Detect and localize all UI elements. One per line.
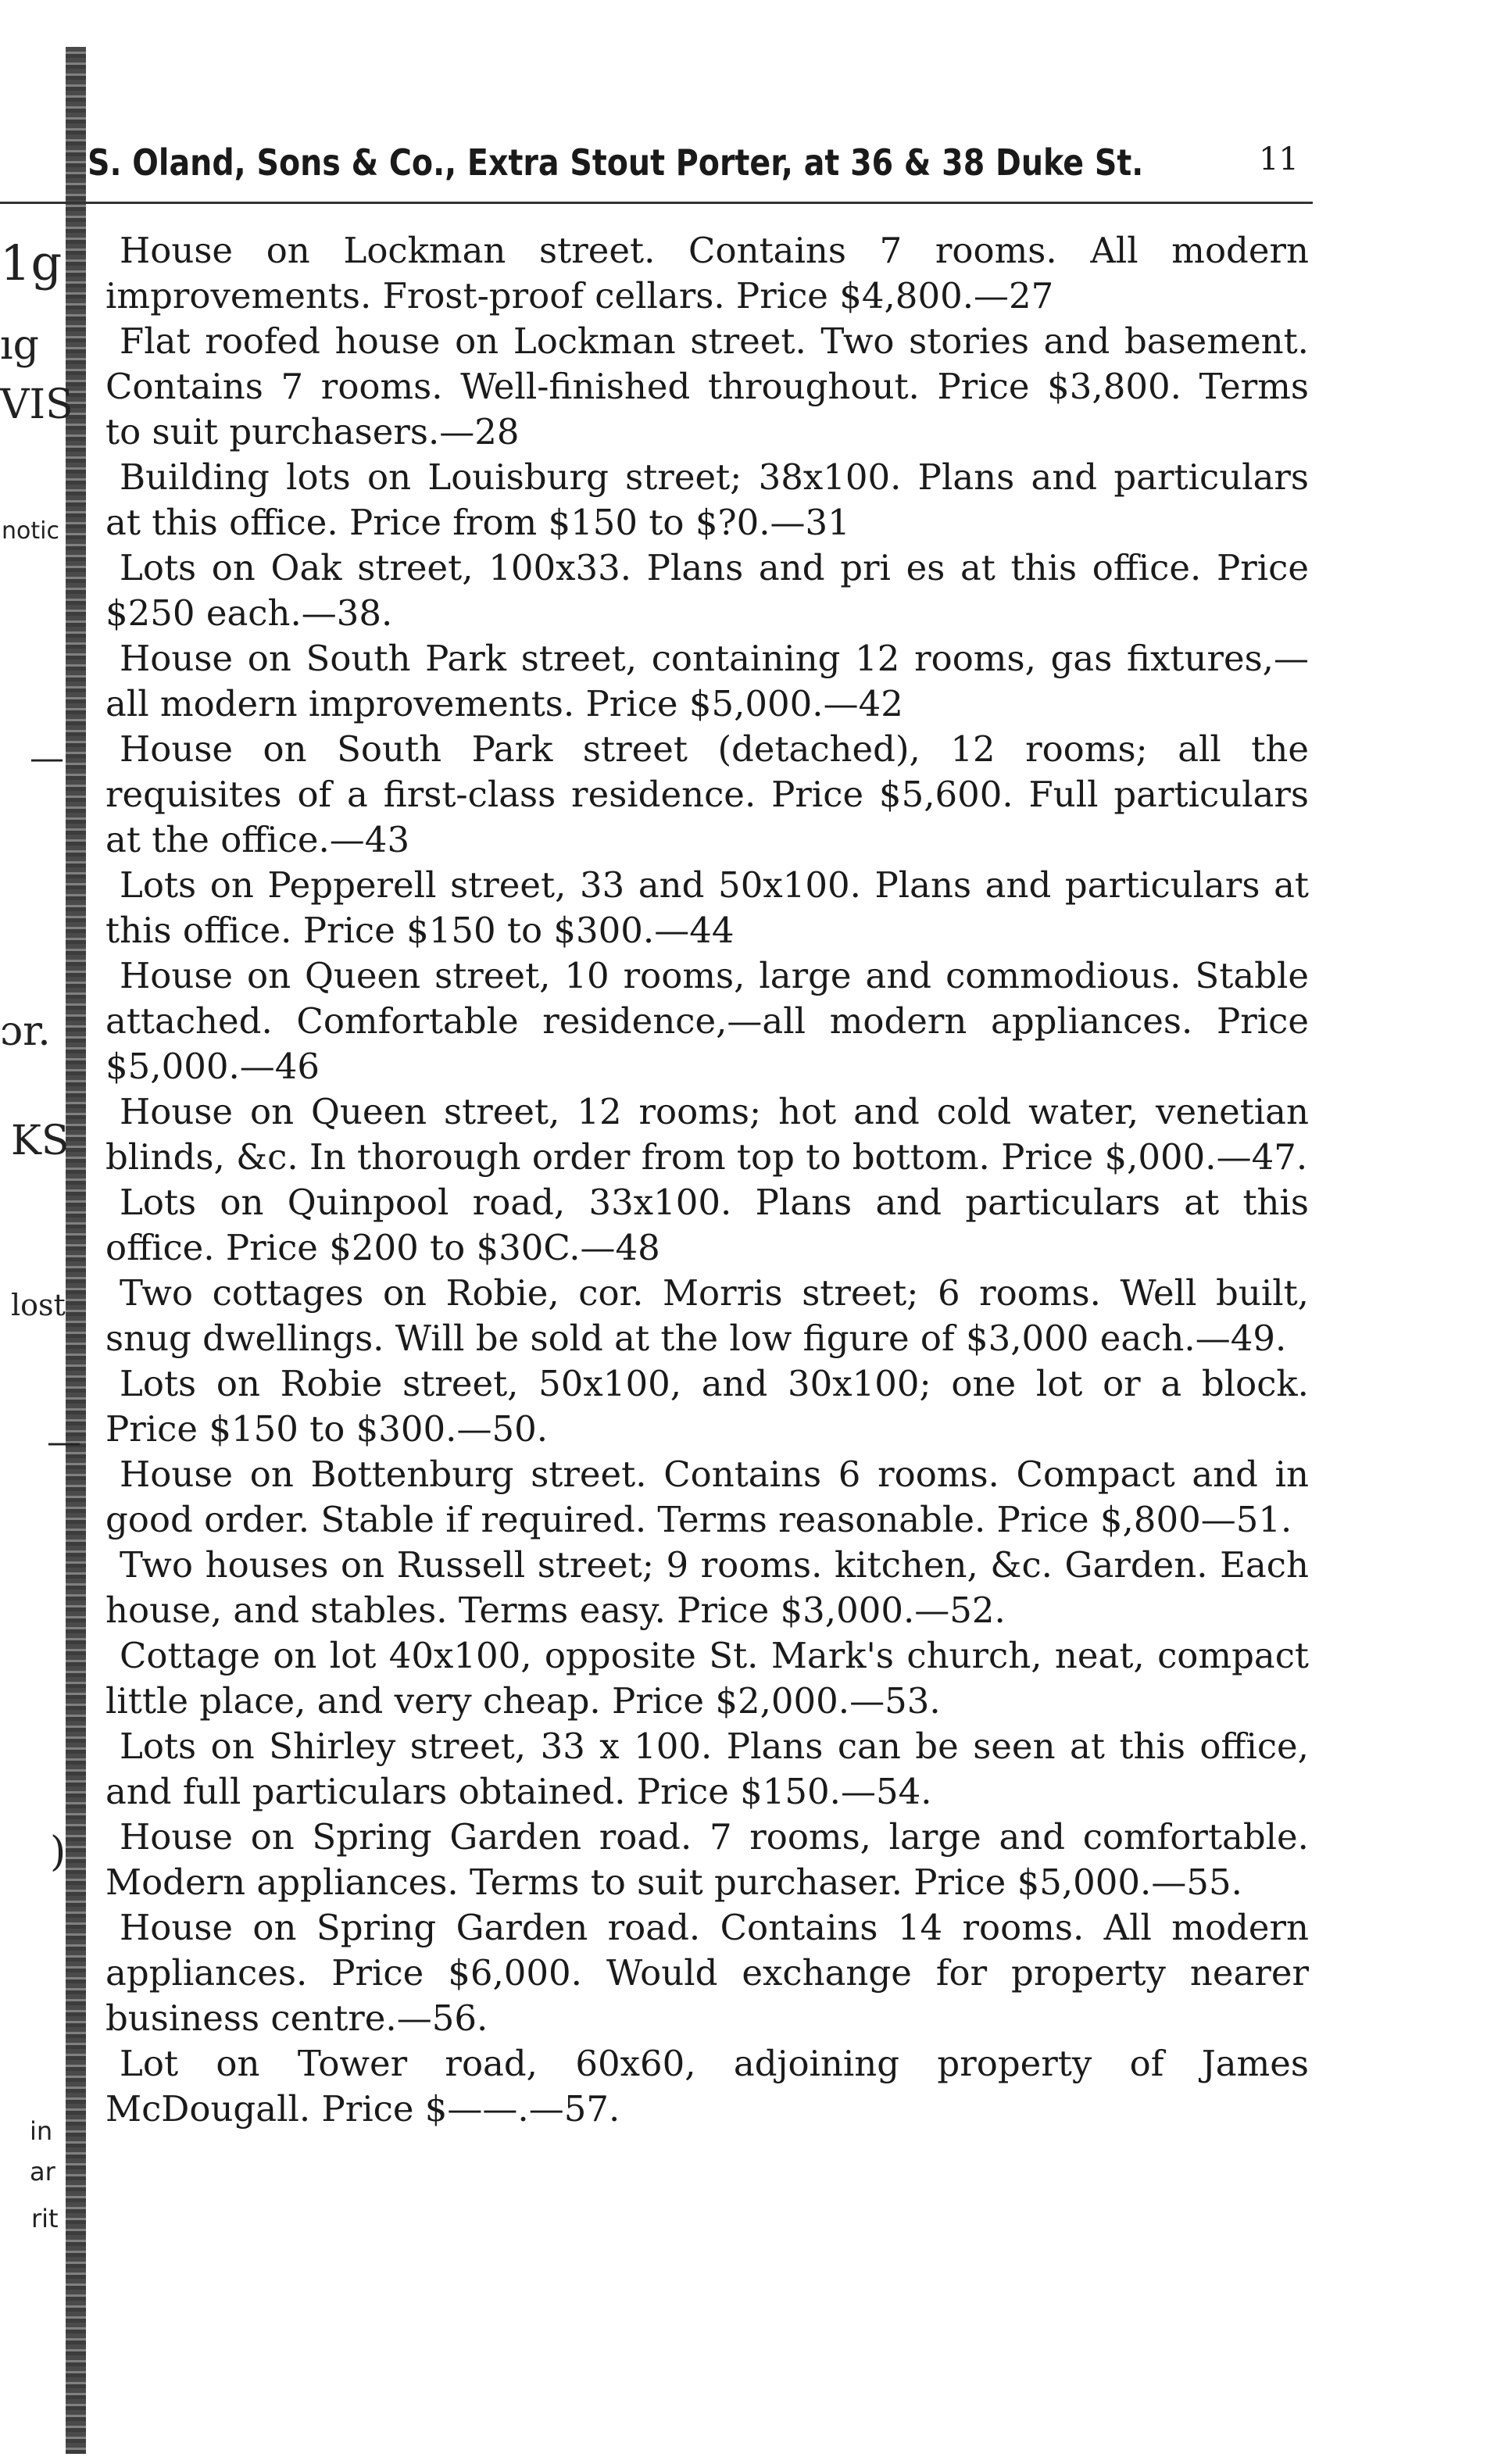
listing: House on Spring Garden road. 7 rooms, large and comfortable. Modern appliances. Terms to suit purchaser. Price $5,000.—55. bbox=[105, 1816, 1309, 1903]
listing: Lots on Pepperell street, 33 and 50x100. Plans and particulars at this office. Price $150 to $300.—44 bbox=[105, 864, 1309, 951]
listing: House on South Park street, containing 12 rooms, gas fixtures,—all modern improvements. Price $5,000.—42 bbox=[105, 638, 1309, 724]
margin-fragment: — bbox=[47, 1422, 81, 1462]
listing: Lots on Robie street, 50x100, and 30x100; one lot or a block. Price $150 to $300.—50. bbox=[105, 1363, 1309, 1450]
margin-fragment: notic bbox=[2, 517, 59, 545]
margin-fragment: in bbox=[30, 2116, 53, 2146]
listing: Building lots on Louisburg street; 38x100. Plans and particulars at this office. Price from $150 to $?0.—31 bbox=[105, 456, 1309, 543]
listing: Flat roofed house on Lockman street. Two stories and basement. Contains 7 rooms. Well-finished throughout. Price $3,800. Terms to suit purchasers.—28 bbox=[105, 320, 1309, 452]
header-title: S. Oland, Sons & Co., Extra Stout Porter, at 36 & 38 Duke St. bbox=[88, 141, 1144, 184]
listing: House on South Park street (detached), 12 rooms; all the requisites of a first-class residence. Price $5,600. Full particulars at the office.—43 bbox=[105, 728, 1309, 860]
margin-fragment: lost bbox=[11, 1288, 66, 1322]
listing: Lots on Quinpool road, 33x100. Plans and particulars at this office. Price $200 to $30C.—48 bbox=[105, 1182, 1309, 1268]
margin-fragment: VIS bbox=[0, 381, 73, 428]
listing: House on Spring Garden road. Contains 14 rooms. All modern appliances. Price $6,000. Would exchange for property nearer business centre.—56. bbox=[105, 1907, 1309, 2039]
listing: Two houses on Russell street; 9 rooms. kitchen, &c. Garden. Each house, and stables. Terms easy. Price $3,000.—52. bbox=[105, 1544, 1309, 1631]
margin-fragment: — bbox=[30, 738, 64, 778]
page-header bbox=[88, 129, 1306, 184]
listing: Lots on Oak street, 100x33. Plans and pri es at this office. Price $250 each.—38. bbox=[105, 547, 1309, 634]
listing: House on Queen street, 12 rooms; hot and cold water, venetian blinds, &c. In thorough order from top to bottom. Price $,000.—47. bbox=[105, 1091, 1309, 1178]
margin-fragment: ) bbox=[50, 1829, 66, 1876]
margin-fragment: rit bbox=[31, 2204, 59, 2233]
listing: Cottage on lot 40x100, opposite St. Mark's church, neat, compact little place, and very cheap. Price $2,000.—53. bbox=[105, 1635, 1309, 1722]
listing: Lot on Tower road, 60x60, adjoining property of James McDougall. Price $——.—57. bbox=[105, 2043, 1309, 2130]
margin-fragment: ıg bbox=[0, 322, 39, 369]
margin-fragment: KS bbox=[11, 1118, 70, 1164]
listing: Two cottages on Robie, cor. Morris street; 6 rooms. Well built, snug dwellings. Will be sold at the low figure of $3,000 each.—49. bbox=[105, 1272, 1309, 1359]
property-listings bbox=[105, 228, 1309, 2132]
margin-fragment: ar bbox=[30, 2157, 55, 2187]
page-number: 11 bbox=[1259, 141, 1299, 177]
listing: House on Lockman street. Contains 7 rooms. All modern improvements. Frost-proof cellars. Price $4,800.—27 bbox=[105, 230, 1309, 316]
margin-fragment: ɔr. bbox=[0, 1008, 51, 1055]
listing: House on Bottenburg street. Contains 6 rooms. Compact and in good order. Stable if required. Terms reasonable. Price $,800—51. bbox=[105, 1454, 1309, 1540]
listing: Lots on Shirley street, 33 x 100. Plans can be seen at this office, and full particulars obtained. Price $150.—54. bbox=[105, 1726, 1309, 1812]
margin-fragment: 1g bbox=[0, 234, 63, 291]
listing: House on Queen street, 10 rooms, large and commodious. Stable attached. Comfortable residence,—all modern appliances. Price $5,000.—46 bbox=[105, 955, 1309, 1087]
header-rule bbox=[0, 202, 1313, 204]
